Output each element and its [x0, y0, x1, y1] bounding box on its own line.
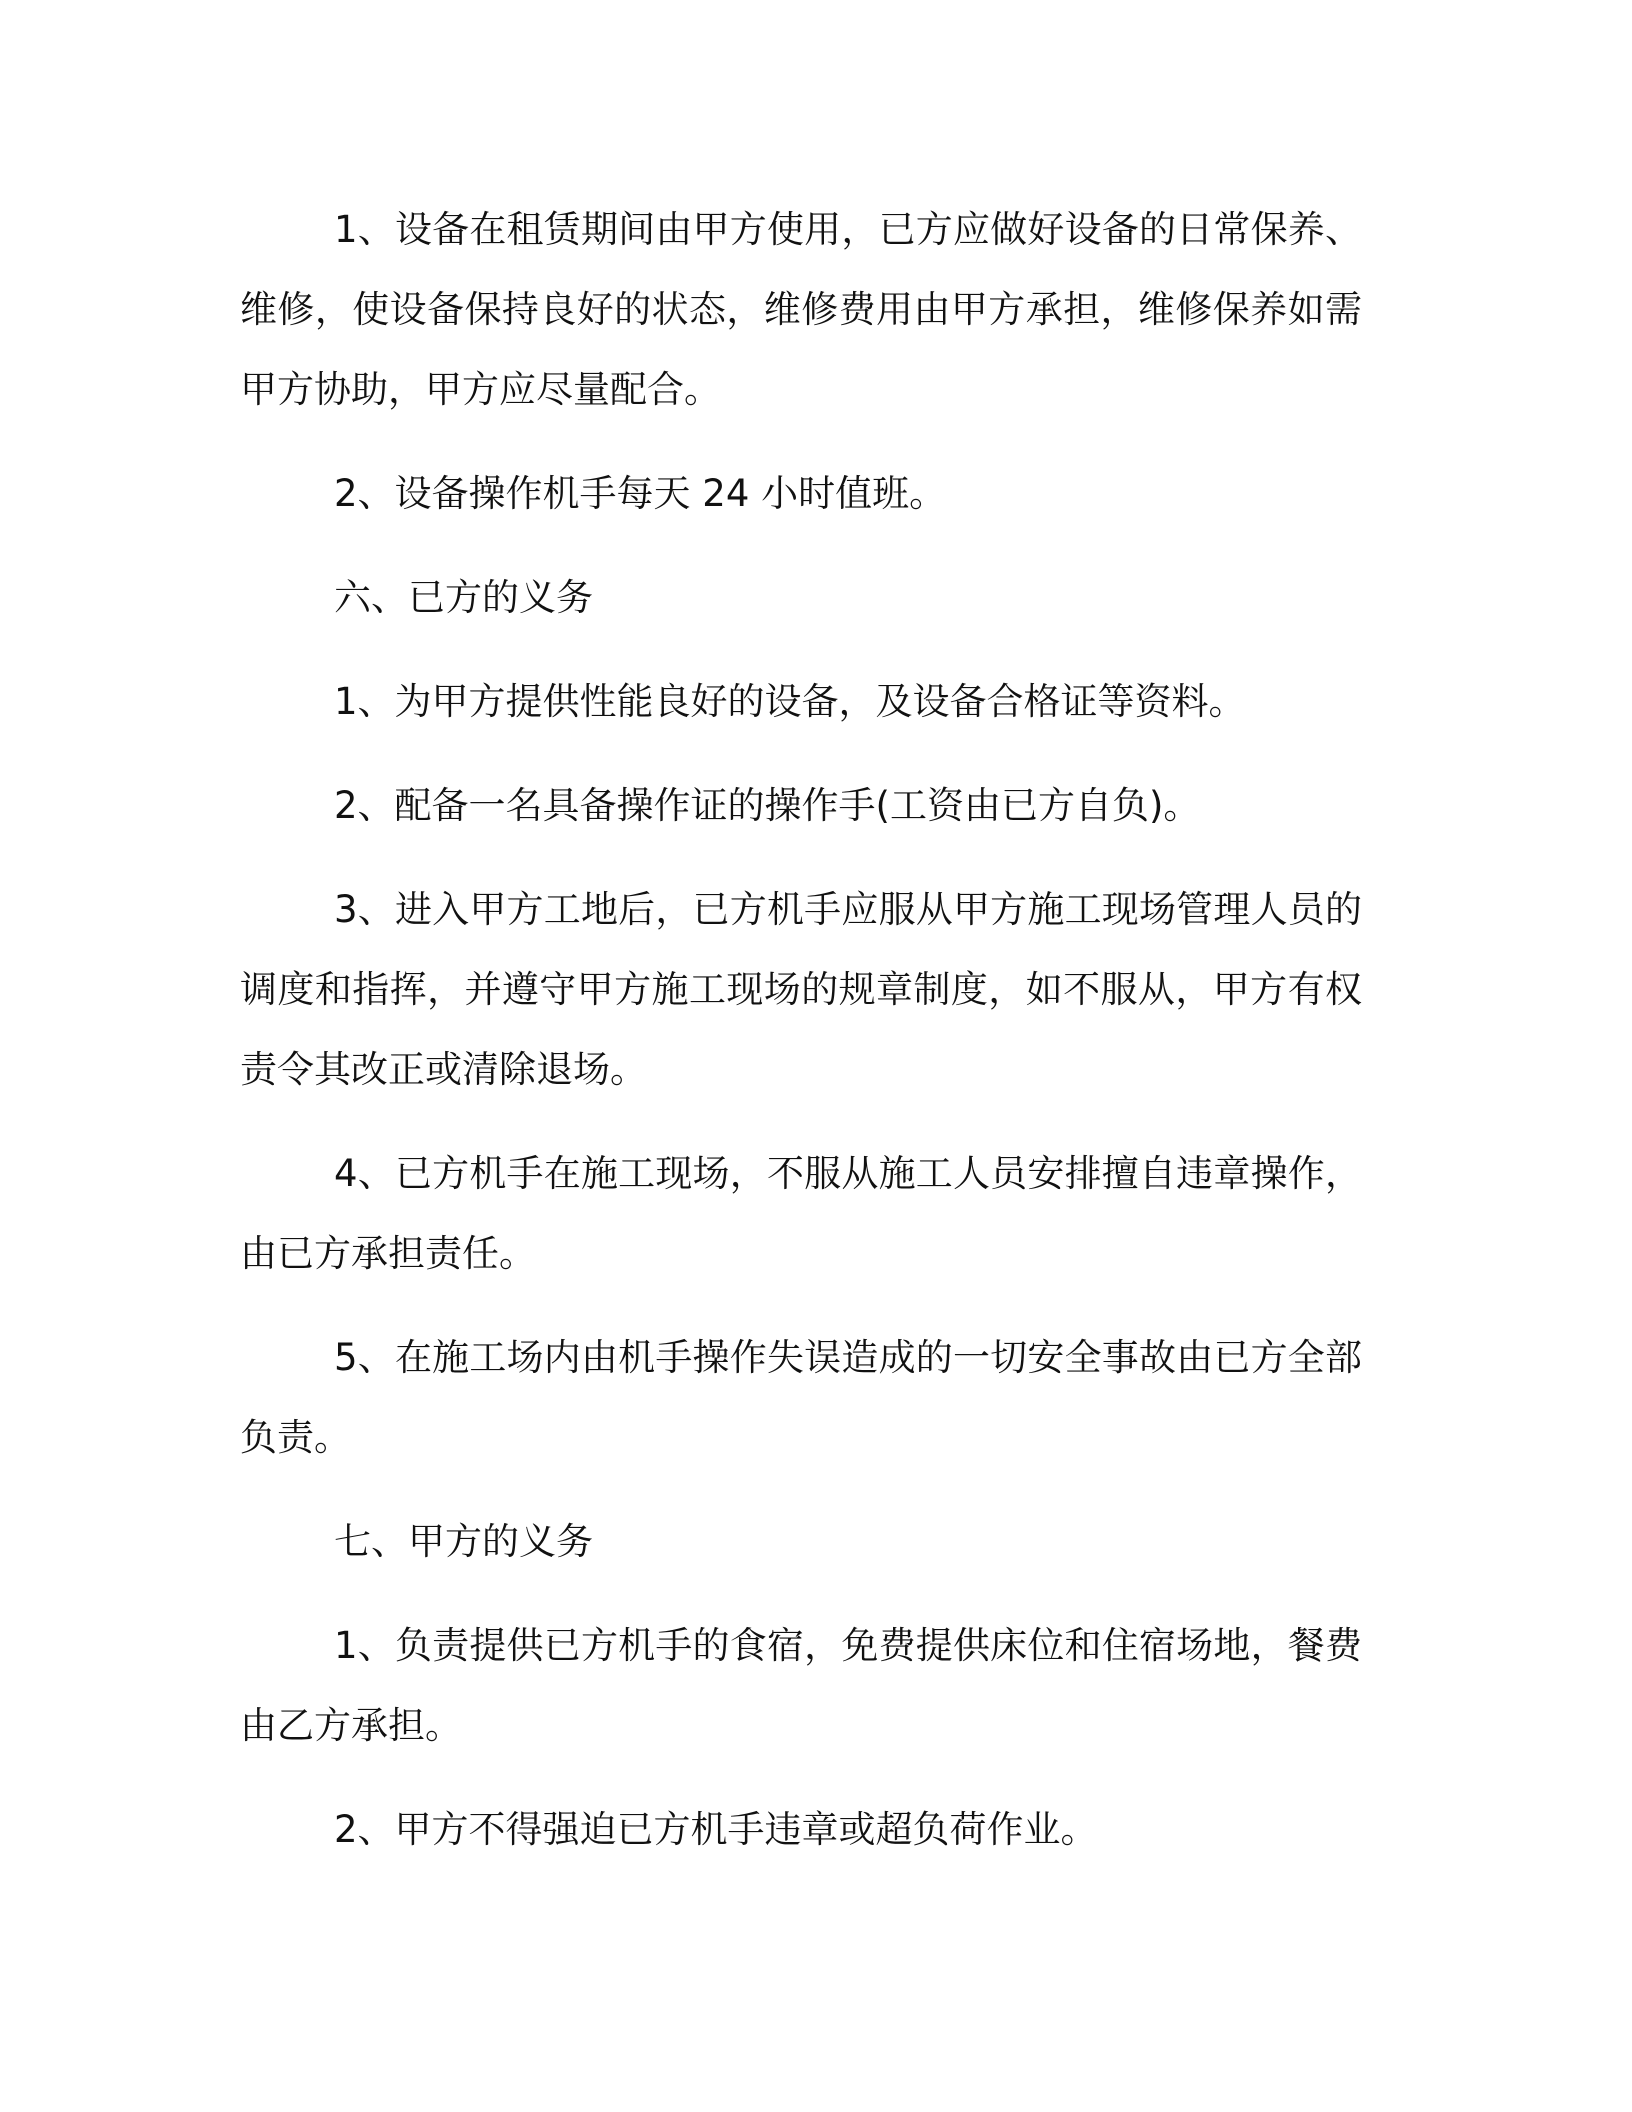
clause-7-2: 2、甲方不得强迫已方机手违章或超负荷作业。	[334, 1808, 1098, 1851]
document-body	[240, 190, 1362, 1894]
clause-5-1: 1、设备在租赁期间由甲方使用，已方应做好设备的日常保养、维修，使设备保持良好的状态，维修费用由甲方承担，维修保养如需甲方协助，甲方应尽量配合。	[240, 208, 1362, 411]
section-heading-7: 七、甲方的义务	[334, 1520, 593, 1563]
clause-6-1: 1、为甲方提供性能良好的设备，及设备合格证等资料。	[334, 680, 1246, 723]
section-heading-6: 六、已方的义务	[334, 576, 593, 619]
clause-7-1: 1、负责提供已方机手的食宿，免费提供床位和住宿场地，餐费由乙方承担。	[240, 1624, 1362, 1747]
clause-6-5: 5、在施工场内由机手操作失误造成的一切安全事故由已方全部负责。	[240, 1336, 1362, 1459]
clause-5-2: 2、设备操作机手每天 24 小时值班。	[334, 472, 947, 515]
clause-6-2: 2、配备一名具备操作证的操作手(工资由已方自负)。	[334, 784, 1201, 827]
clause-6-4: 4、已方机手在施工现场，不服从施工人员安排擅自违章操作，由已方承担责任。	[240, 1152, 1362, 1275]
clause-6-3: 3、进入甲方工地后，已方机手应服从甲方施工现场管理人员的调度和指挥，并遵守甲方施工现场的规章制度，如不服从，甲方有权责令其改正或清除退场。	[240, 888, 1362, 1091]
